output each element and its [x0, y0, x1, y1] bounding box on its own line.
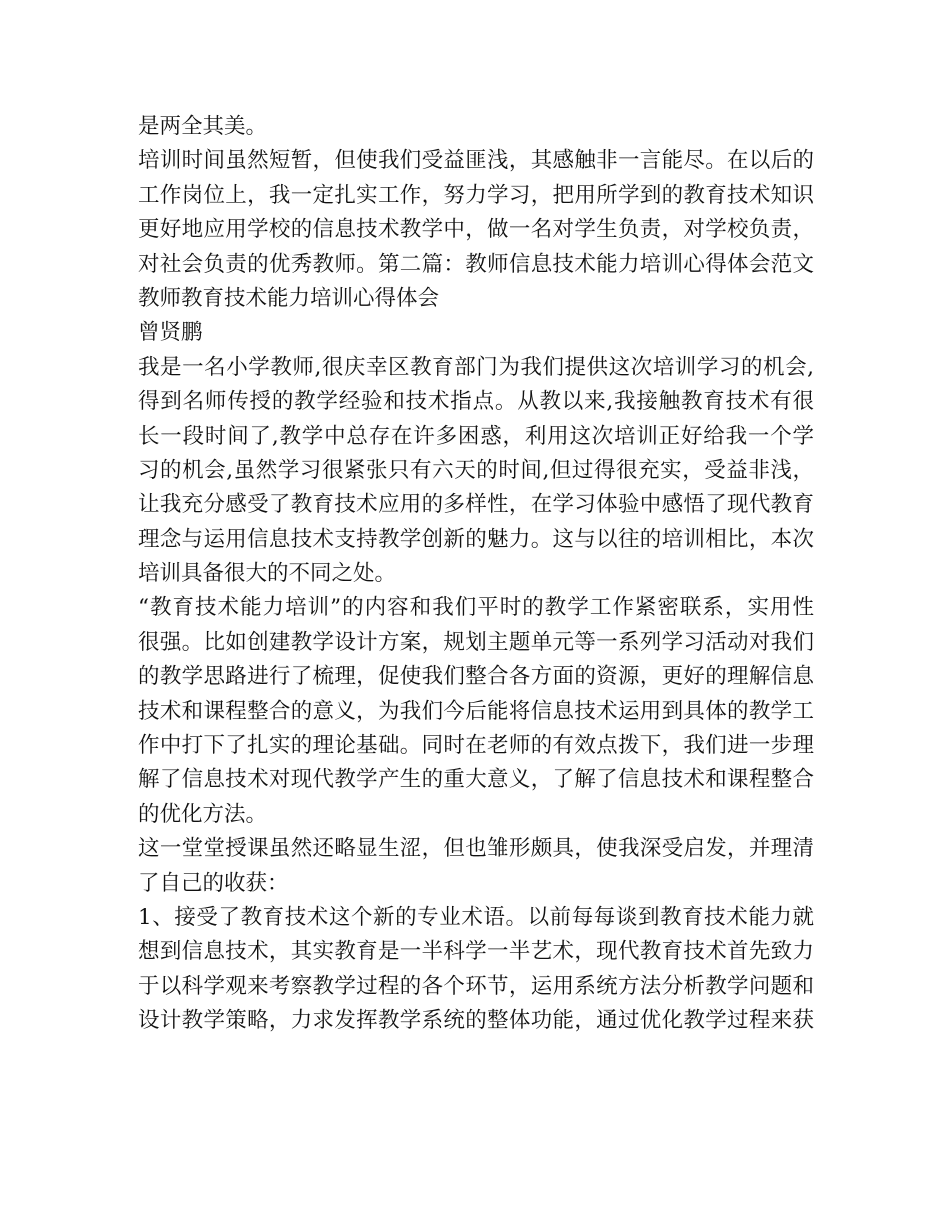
- text-line: 是两全其美。: [138, 114, 268, 139]
- text-line: 很强。比如创建教学设计方案，规划主题单元等一系列学习活动对我们: [138, 629, 814, 655]
- text-line: 于以科学观来考察教学过程的各个环节，运用系统方法分析教学问题和: [138, 973, 814, 999]
- text-line: 工作岗位上，我一定扎实工作，努力学习，把用所学到的教育技术知识: [138, 182, 814, 208]
- text-line: 设计教学策略，力求发挥教学系统的整体功能，通过优化教学过程来获: [138, 1008, 814, 1034]
- text-line: 我是一名小学教师,很庆幸区教育部门为我们提供这次培训学习的机会,: [138, 354, 814, 380]
- text-line: 的优化方法。: [138, 801, 268, 827]
- text-line: 习的机会,虽然学习很紧张只有六天的时间,但过得很充实，受益非浅，: [138, 457, 814, 483]
- author-name: 曾贤鹏: [138, 320, 203, 346]
- text-line: 对社会负责的优秀教师。第二篇：教师信息技术能力培训心得体会范文: [138, 251, 814, 277]
- text-line: 培训时间虽然短暂，但使我们受益匪浅，其感触非一言能尽。在以后的: [138, 148, 814, 174]
- text-line: 作中打下了扎实的理论基础。同时在老师的有效点拨下，我们进一步理: [138, 733, 814, 759]
- text-line: 了自己的收获：: [138, 870, 289, 896]
- text-line: 更好地应用学校的信息技术教学中，做一名对学生负责，对学校负责，: [138, 217, 814, 243]
- text-line: 长一段时间了,教学中总存在许多困惑，利用这次培训正好给我一个学: [138, 423, 814, 449]
- text-line: 的教学思路进行了梳理，促使我们整合各方面的资源，更好的理解信息: [138, 664, 814, 690]
- text-line: 培训具备很大的不同之处。: [138, 561, 397, 587]
- text-line: 理念与运用信息技术支持教学创新的魅力。这与以往的培训相比，本次: [138, 526, 814, 552]
- text-line: 技术和课程整合的意义，为我们今后能将信息技术运用到具体的教学工: [138, 698, 814, 724]
- text-line: 解了信息技术对现代教学产生的重大意义，了解了信息技术和课程整合: [138, 767, 814, 793]
- body-text: [138, 110, 814, 1039]
- text-line: 得到名师传授的教学经验和技术指点。从教以来,我接触教育技术有很: [138, 389, 814, 415]
- text-line: 让我充分感受了教育技术应用的多样性，在学习体验中感悟了现代教育: [138, 492, 814, 518]
- text-line: 这一堂堂授课虽然还略显生涩，但也雏形颇具，使我深受启发，并理清: [138, 836, 814, 862]
- text-line: 想到信息技术，其实教育是一半科学一半艺术，现代教育技术首先致力: [138, 939, 814, 965]
- text-line: 教师教育技术能力培训心得体会: [138, 285, 440, 311]
- text-line: 1、接受了教育技术这个新的专业术语。以前每每谈到教育技术能力就: [138, 904, 814, 930]
- text-line: “教育技术能力培训”的内容和我们平时的教学工作紧密联系，实用性: [138, 595, 814, 621]
